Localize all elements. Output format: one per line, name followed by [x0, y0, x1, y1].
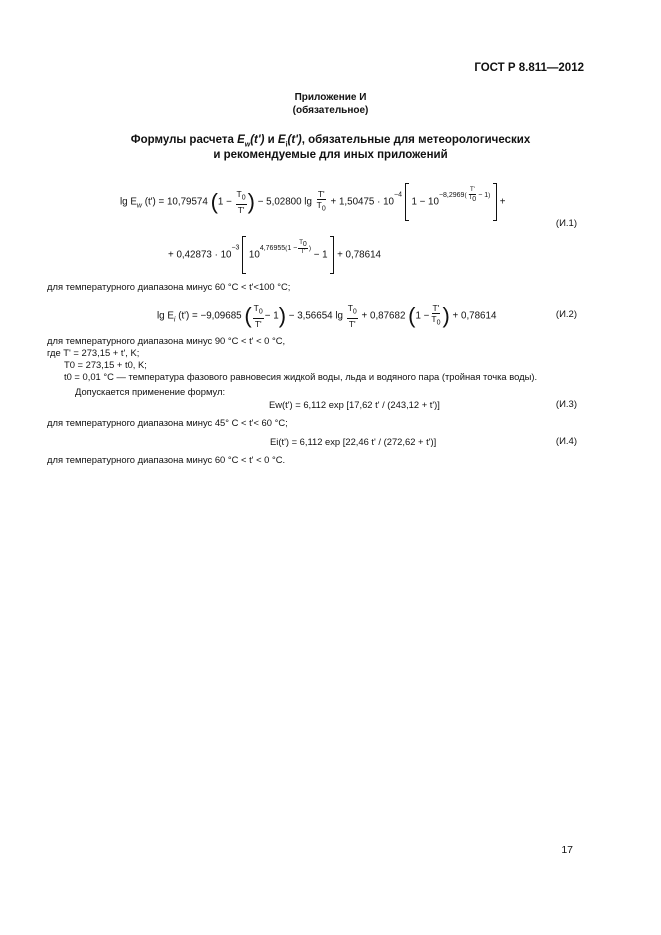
standard-header: ГОСТ Р 8.811—2012	[474, 62, 584, 74]
formula-2: $\lg E_i$ (t') = −9,09685 ( $\frac{T_0}{T'}$ − 1) − 3,56654 lg $\frac{T_0}{T'}$ + 0,87682 (1 − $\frac{T'}{T_0}$ ) + 0,78614	[157, 302, 497, 329]
range-text-4: для температурного диапазона минус 60 °С < t' < 0 °С.	[47, 454, 286, 465]
section-title-line2: и рекомендуемые для иных приложений	[213, 149, 448, 161]
formula-3-number: (И.3)	[555, 399, 577, 410]
formula-4-number: (И.4)	[555, 436, 577, 447]
range-text-3: для температурного диапазона минус 45° С < t'< 60 °С;	[47, 417, 288, 428]
formula-4: Ei(t') = 6,112 exp [22,46 t' / (272,62 + t')]	[270, 436, 437, 447]
page-number: 17	[561, 844, 573, 856]
where-line-3: t0 = 0,01 °С — температура фазового равновесия жидкой воды, льда и водяного пара (тройная точка воды).	[64, 371, 538, 382]
formula-1-line1: $\lg E_w$ (t') = 10,79574 (1 − $\frac{T_0}{T'}$ ) − 5,02800 lg $\frac{T'}{T_0}$ + $1,50475 \cdot 10^{-4}$ $1 - 10^{-8,2969( \frac{T'}{T_0} - 1)}$ +	[120, 183, 506, 221]
range-text-1: для температурного диапазона минус 60 °С < t'<100 °C;	[47, 281, 291, 292]
where-line-1: где T' = 273,15 + t', K;	[47, 347, 140, 358]
appendix-status: (обязательное)	[292, 105, 369, 116]
where-line-2: T0 = 273,15 + t0, K;	[64, 359, 147, 370]
range-text-2: для температурного диапазона минус 90 °С < t' < 0 °С,	[47, 335, 286, 346]
formula-2-number: (И.2)	[555, 309, 577, 320]
appendix-name: Приложение И	[294, 92, 367, 103]
formula-3: Ew(t') = 6,112 exp [17,62 t' / (243,12 + t')]	[269, 399, 440, 410]
section-title-line1: Формулы расчета $E_w(t')$ и $E_i(t')$, обязательные для метеорологических	[130, 134, 531, 149]
formula-1-line2: + $0,42873 \cdot 10^{-3}$ $10^{4,76955(1 - \frac{T_0}{T'} )} - 1 + 0,78614$	[168, 236, 381, 274]
formula-1-number: (И.1)	[555, 218, 577, 229]
allowed-formulas-text: Допускается применение формул:	[75, 386, 226, 397]
